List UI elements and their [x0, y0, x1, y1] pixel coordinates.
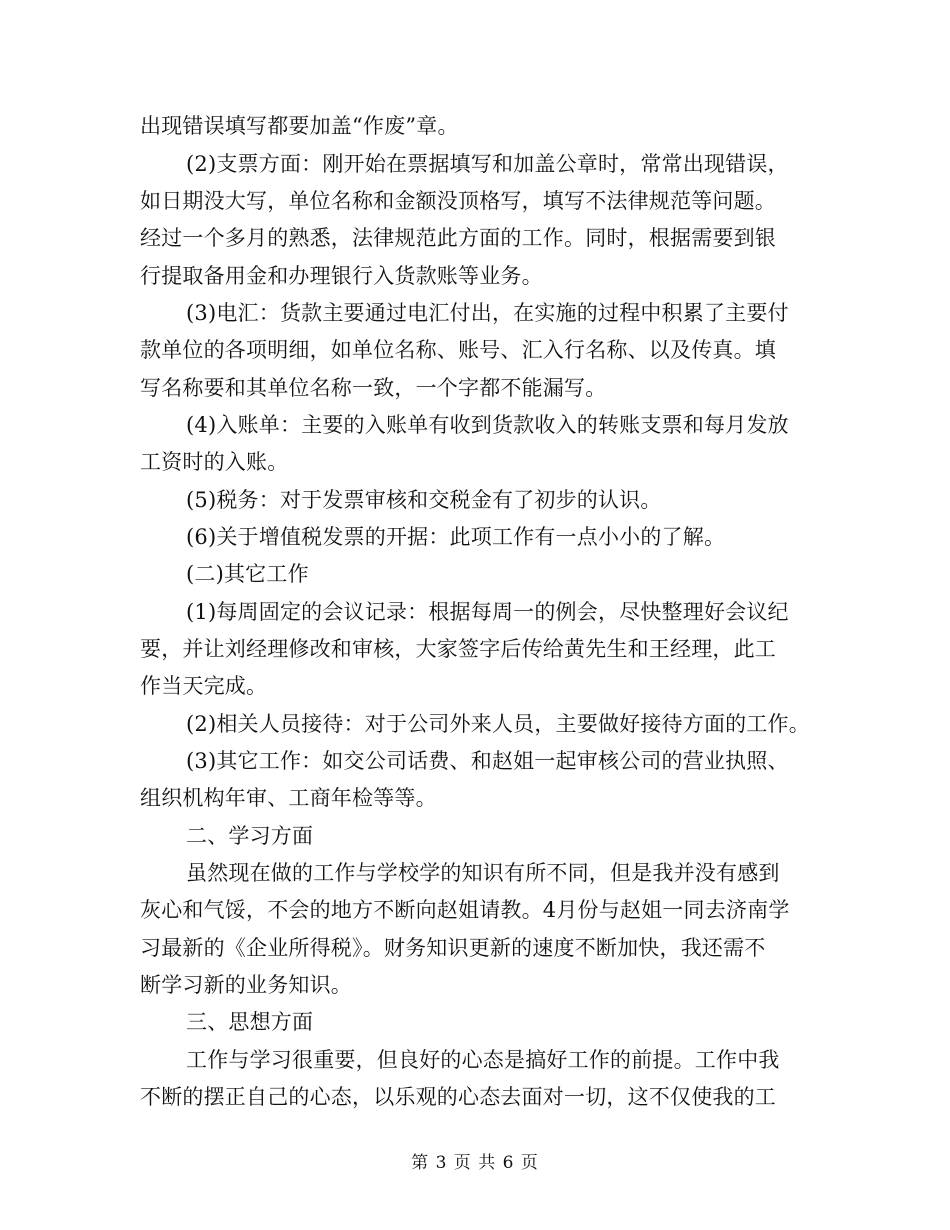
- text-line: 写名称要和其单位名称一致，一个字都不能漏写。: [140, 376, 607, 400]
- text-line: 要，并让刘经理修改和审核，大家签字后传给黄先生和王经理，此工: [140, 637, 776, 661]
- section-heading: 三、思想方面: [186, 1010, 314, 1034]
- text-line: (3)其它工作：如交公司话费、和赵姐一起审核公司的营业执照、: [186, 749, 789, 773]
- text-line: 断学习新的业务知识。: [140, 973, 352, 997]
- text-line: 行提取备用金和办理银行入货款账等业务。: [140, 264, 543, 288]
- text-line: 不断的摆正自己的心态，以乐观的心态去面对一切，这不仅使我的工: [140, 1085, 776, 1109]
- text-line: 工作与学习很重要，但良好的心态是搞好工作的前提。工作中我: [186, 1048, 780, 1072]
- text-line: 工资时的入账。: [140, 450, 289, 474]
- text-line: 灰心和气馁，不会的地方不断向赵姐请教。4月份与赵姐一同去济南学: [140, 898, 790, 922]
- text-line: (2)相关人员接待：对于公司外来人员，主要做好接待方面的工作。: [186, 712, 810, 736]
- text-line: 款单位的各项明细，如单位名称、账号、汇入行名称、以及传真。填: [140, 338, 776, 362]
- text-line: (4)入账单：主要的入账单有收到货款收入的转账支票和每月发放: [186, 413, 789, 437]
- text-line: (5)税务：对于发票审核和交税金有了初步的认识。: [186, 488, 662, 512]
- text-line: 组织机构年审、工商年检等等。: [140, 786, 437, 810]
- text-line: 习最新的《企业所得税》。财务知识更新的速度不断加快，我还需不: [140, 936, 766, 960]
- section-heading: (二)其它工作: [186, 562, 309, 586]
- text-line: (2)支票方面：刚开始在票据填写和加盖公章时，常常出现错误，: [186, 152, 789, 176]
- text-line: 如日期没大写，单位名称和金额没顶格写，填写不法律规范等问题。: [140, 189, 776, 213]
- text-line: 出现错误填写都要加盖“作废”章。: [140, 114, 459, 138]
- page-number-footer: 第 3 页 共 6 页: [411, 1153, 539, 1173]
- text-line: 作当天完成。: [140, 674, 268, 698]
- text-line: 虽然现在做的工作与学校学的知识有所不同，但是我并没有感到: [186, 861, 780, 885]
- text-line: (3)电汇：货款主要通过电汇付出，在实施的过程中积累了主要付: [186, 301, 789, 325]
- section-heading: 二、学习方面: [186, 824, 314, 848]
- text-line: 经过一个多月的熟悉，法律规范此方面的工作。同时，根据需要到银: [140, 226, 776, 250]
- text-line: (1)每周固定的会议记录：根据每周一的例会，尽快整理好会议纪: [186, 600, 789, 624]
- text-line: (6)关于增值税发票的开据：此项工作有一点小小的了解。: [186, 525, 726, 549]
